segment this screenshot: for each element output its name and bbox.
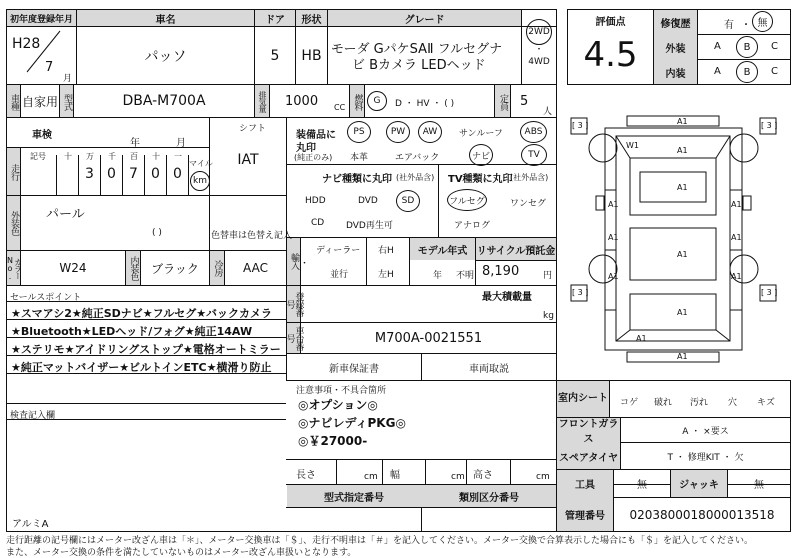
km-unit: km <box>190 171 210 191</box>
ext-color-paren: ( ) <box>152 228 162 238</box>
shape-header: 形状 <box>301 14 322 26</box>
inspection-month: 月 <box>176 138 186 149</box>
ext-color-label: 外装色 <box>9 211 19 235</box>
navi-dvdplay: DVD再生可 <box>346 221 393 231</box>
bracket-label: [ 3 ] <box>761 121 778 130</box>
shape-value: HB <box>301 47 322 64</box>
recycle-label: リサイクル預託金 <box>476 245 556 257</box>
equip-label-2: 丸印 <box>296 143 316 154</box>
reg-no-label: 登録番号 <box>284 292 304 316</box>
model-label: 型式 <box>62 94 72 110</box>
import-right: 右H <box>378 246 394 256</box>
int-color-label: 内装色 <box>128 256 139 280</box>
inspection-label: 車検 <box>32 130 52 141</box>
dmg-label: A1 <box>677 250 688 259</box>
bracket-label: [ 3 ] <box>572 121 589 130</box>
navi-hdd: HDD <box>305 196 326 206</box>
mile-unit: マイル <box>189 159 213 168</box>
int-c: C <box>771 66 778 77</box>
seat-opt: 破れ <box>654 398 673 408</box>
dmg-label: A1 <box>677 146 688 155</box>
drive-sep: ・ <box>534 44 544 55</box>
mileage-digit: 0 <box>173 166 182 182</box>
new-car-warranty: 新車保証書 <box>329 363 379 375</box>
chassis-value: M700A-0021551 <box>374 330 483 346</box>
sales-line: ★純正マットバイザー★ビルトインETC★横滑り防止 <box>11 361 272 374</box>
spare-tire-label: スペアタイヤ <box>558 452 619 464</box>
equip-tv: TV <box>521 144 547 166</box>
front-glass-value: A ・ ×要ス <box>682 426 729 437</box>
vehicle-manual: 車両取説 <box>469 363 509 375</box>
footer-line-2: また、メーター交換の条件を満たしていないものはメーター改ざん車扱いとなります。 <box>6 548 357 558</box>
ac-label: 冷房 <box>212 260 223 276</box>
car-name-value: パッソ <box>144 48 187 65</box>
color-no-label: カラーNo. <box>5 256 23 280</box>
color-no-value: W24 <box>59 261 87 275</box>
equip-navi: ナビ <box>469 144 493 166</box>
note-item: ◎オプション◎ <box>298 398 378 412</box>
front-glass-label: フロントガラス <box>558 419 619 445</box>
first-reg-month: 7 <box>45 60 54 75</box>
repair-yes: 有 <box>724 20 734 31</box>
inspection-year: 年 <box>130 138 140 149</box>
seat-opt: 汚れ <box>690 398 709 408</box>
dmg-label: A1 <box>677 308 688 317</box>
cc-unit: CC <box>334 103 346 112</box>
width-unit: cm <box>451 472 465 482</box>
sales-point-label: セールスポイント <box>10 293 82 303</box>
doors-header: ドア <box>265 14 285 26</box>
mileage-kigo: 記号 <box>30 152 46 161</box>
dmg-label: A1 <box>636 334 647 343</box>
doors-value: 5 <box>270 47 280 64</box>
spare-tire-value: T ・ 修理KIT ・ 欠 <box>667 452 744 463</box>
seat-opt: コゲ <box>620 398 639 408</box>
type-value: 自家用 <box>21 94 58 109</box>
sales-line: ★Bluetooth★LEDヘッド/フォグ★純正14AW <box>11 325 253 338</box>
bracket-label: [ 3 ] <box>572 288 589 297</box>
unit-ichi: 一 <box>174 152 182 161</box>
capacity-label: 定員 <box>498 94 508 110</box>
sales-line: ★ステリモ★アイドリングストップ★電格オートミラー <box>11 343 281 356</box>
model-year-year: 年 <box>433 271 443 281</box>
unit-hyaku: 百 <box>130 152 138 161</box>
import-parallel: 並行 <box>330 270 349 280</box>
mileage-digit: 0 <box>151 166 160 182</box>
interior-seat-label-text: 室内シート <box>558 393 608 404</box>
ac-value: AAC <box>243 261 268 275</box>
repair-sep: ・ <box>741 20 751 31</box>
fuel-label: 燃料 <box>352 94 363 110</box>
class-number-label: 類別区分番号 <box>459 492 519 504</box>
type-label: 車種 <box>9 94 19 110</box>
dmg-label: A1 <box>677 183 688 192</box>
tv-oneseg: ワンセグ <box>510 199 547 209</box>
fuel-rest: D ・ HV ・ ( ) <box>395 99 455 109</box>
mgmt-label: 管理番号 <box>565 511 605 522</box>
import-dealer: ディーラー <box>316 246 361 256</box>
dmg-label: A1 <box>677 352 688 361</box>
equip-sunroof: サンルーフ <box>459 129 503 139</box>
note-item: ◎￥27000- <box>298 434 368 448</box>
ext-a: A <box>714 41 721 52</box>
dmg-label: A1 <box>608 272 619 281</box>
displacement: 1000 <box>285 94 319 109</box>
drive-2wd: 2WD <box>526 19 552 45</box>
unit-ju: 十 <box>152 152 160 161</box>
type-designation-label: 型式指定番号 <box>324 492 384 504</box>
max-load-label: 最大積載量 <box>482 292 532 303</box>
first-reg-month-unit: 月 <box>63 74 73 84</box>
tools-value: 無 <box>637 480 647 491</box>
score-value: 4.5 <box>583 35 638 75</box>
dmg-label: A1 <box>731 233 742 242</box>
ext-c: C <box>771 41 778 52</box>
dmg-label: A1 <box>677 117 688 126</box>
dmg-label: W1 <box>626 141 639 150</box>
equip-abs: ABS <box>520 121 547 143</box>
model-year-unknown: 不明 <box>456 271 475 281</box>
score-header: 評価点 <box>595 16 626 28</box>
tv-fullseg: フルセグ <box>447 189 487 211</box>
length-unit: cm <box>364 472 378 482</box>
ext-color-value: パール <box>46 207 85 222</box>
model-value: DBA-M700A <box>122 93 206 109</box>
int-b: B <box>736 61 758 83</box>
first-reg-header: 初年度登録年月 <box>9 14 73 25</box>
footer-line-1: 走行距離の記号欄にはメーター改ざん車は「＊」、メーター交換車は「＄」、走行不明車は「＃」を記入してください。メーター交換で合算表示した場合にも「＄」を記入してください。 <box>6 536 754 546</box>
int-color-value: ブラック <box>151 261 199 276</box>
shift-value: IAT <box>237 152 259 168</box>
capacity: 5 <box>520 94 529 109</box>
unit-10: 十 <box>64 152 72 161</box>
notes-label: 注意事項・不具合箇所 <box>296 386 387 396</box>
drive-4wd: 4WD <box>528 57 550 67</box>
first-reg-era: H28 <box>12 36 41 52</box>
equip-airbag: エアバック <box>395 153 440 163</box>
mgmt-value: 0203800018000013518 <box>629 507 775 522</box>
interior-header: 内装 <box>665 68 686 80</box>
import-label: 輸入 <box>289 253 299 269</box>
ext-b: B <box>736 36 758 58</box>
repair-no: 無 <box>752 11 773 32</box>
import-left: 左H <box>378 270 394 280</box>
grade-header: グレード <box>404 14 445 26</box>
dmg-label: A1 <box>608 200 619 209</box>
exterior-header: 外装 <box>665 43 686 55</box>
shift-label: シフト <box>239 124 267 134</box>
equip-label-1: 装備品に <box>296 130 336 141</box>
navi-types-title: ナビ種類に丸印 <box>322 174 392 185</box>
width-label: 幅 <box>390 470 400 481</box>
jack-value: 無 <box>754 480 764 491</box>
equip-pw: PW <box>386 121 410 143</box>
mileage-label: 走行 <box>9 164 19 180</box>
chassis-label: 車台番号 <box>284 326 304 350</box>
equip-ps: PS <box>347 121 371 143</box>
int-a: A <box>714 66 721 77</box>
recycle-value: 8,190 <box>482 264 520 279</box>
mileage-digit: 0 <box>107 166 116 182</box>
recycle-unit: 円 <box>543 271 553 281</box>
dmg-label: A1 <box>731 200 742 209</box>
bracket-label: [ 3 ] <box>761 288 778 297</box>
navi-cd: CD <box>311 218 325 228</box>
equip-leather: 本革 <box>350 153 369 163</box>
dmg-label: A1 <box>608 233 619 242</box>
equip-label-3: (純正のみ) <box>294 153 333 162</box>
sales-line: ★スマアシ2★純正SDナビ★フルセグ★バックカメラ <box>11 307 273 320</box>
equip-aw: AW <box>418 121 442 143</box>
jack-label: ジャッキ <box>679 480 719 491</box>
tv-types-sub: (社外品含) <box>510 173 549 182</box>
mileage-digit: 7 <box>129 166 138 182</box>
height-unit: cm <box>536 472 550 482</box>
fuel-g: G <box>367 91 387 111</box>
tv-analog: アナログ <box>454 221 491 231</box>
inspector-value: アルミA <box>12 519 49 530</box>
seat-opt: キズ <box>757 398 775 408</box>
grade-line-2: ビ Bカメラ LEDヘッド <box>352 58 486 73</box>
length-label: 長さ <box>296 470 316 481</box>
mileage-digit: 3 <box>85 166 94 182</box>
inspector-label: 検査記入欄 <box>10 411 56 421</box>
grade-line-1: モーダ GパケSAⅡ フルセグナ <box>331 42 503 57</box>
repair-header: 修復歴 <box>660 18 691 30</box>
car-name-header: 車名 <box>155 14 176 26</box>
tv-types-title: TV種類に丸印 <box>448 174 513 185</box>
import-sep: ・ <box>300 259 310 269</box>
note-item: ◎ナビレディPKG◎ <box>298 416 406 430</box>
model-year-label: モデル年式 <box>417 245 468 257</box>
seat-opt: 穴 <box>728 398 738 408</box>
max-load-unit: kg <box>543 311 554 321</box>
height-label: 高さ <box>473 470 493 481</box>
navi-types-sub: (社外品含) <box>396 173 435 182</box>
dmg-label: A1 <box>731 272 742 281</box>
navi-sd: SD <box>396 190 420 212</box>
unit-man: 万 <box>86 152 94 161</box>
person-unit: 人 <box>543 107 553 117</box>
navi-dvd: DVD <box>358 196 378 206</box>
tools-label: 工具 <box>575 480 595 491</box>
ext-color-note: 色替車は色替え記入 <box>211 231 293 241</box>
unit-sen: 千 <box>108 152 116 161</box>
disp-label: 排気量 <box>258 90 267 112</box>
